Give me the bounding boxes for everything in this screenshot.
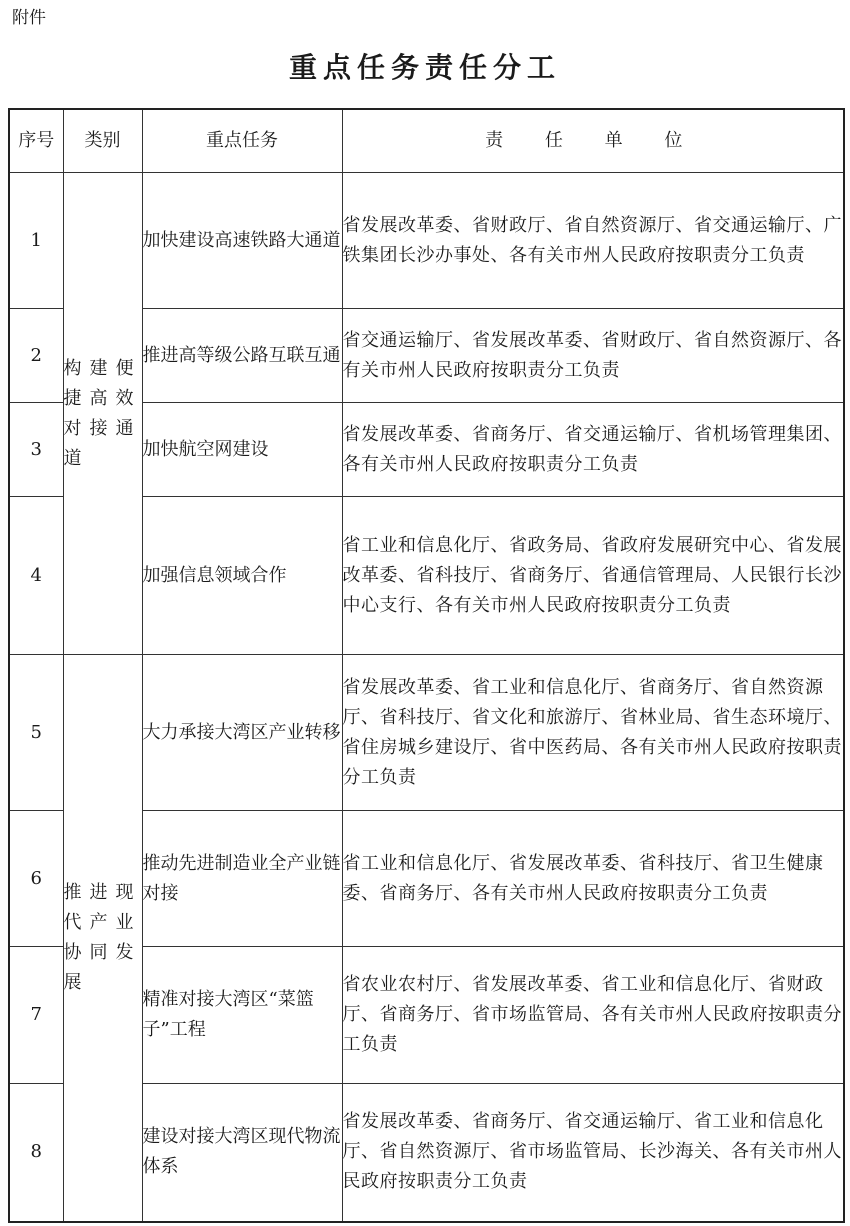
- task-cell: 精准对接大湾区“菜篮子”工程: [142, 947, 342, 1084]
- table-row: [9, 655, 844, 811]
- row-number: 2: [9, 309, 63, 403]
- row-number: 5: [9, 655, 63, 811]
- page-title: 重点任务责任分工: [288, 51, 561, 84]
- row-number: 3: [9, 403, 63, 497]
- units-cell: 省发展改革委、省工业和信息化厅、省商务厅、省自然资源厅、省科技厅、省文化和旅游厅、省林业局、省生态环境厅、省住房城乡建设厅、省中医药局、各有关市州人民政府按职责分工负责: [342, 655, 844, 811]
- attachment-label: 附件: [12, 8, 46, 28]
- row-number: 8: [9, 1084, 63, 1222]
- responsibility-table: [8, 108, 845, 1223]
- units-cell: 省发展改革委、省商务厅、省交通运输厅、省机场管理集团、各有关市州人民政府按职责分工负责: [342, 403, 844, 497]
- table-header-row: [9, 109, 844, 173]
- row-number: 7: [9, 947, 63, 1084]
- row-number: 6: [9, 811, 63, 947]
- units-cell: 省发展改革委、省财政厅、省自然资源厅、省交通运输厅、广铁集团长沙办事处、各有关市州人民政府按职责分工负责: [342, 173, 844, 309]
- task-cell: 加快航空网建设: [142, 403, 342, 497]
- task-cell: 推动先进制造业全产业链对接: [142, 811, 342, 947]
- task-cell: 建设对接大湾区现代物流体系: [142, 1084, 342, 1222]
- task-cell: 推进高等级公路互联互通: [142, 309, 342, 403]
- task-cell: 加快建设高速铁路大通道: [142, 173, 342, 309]
- task-cell: 加强信息领域合作: [142, 497, 342, 655]
- category-text: 推进现代产业协同发展: [63, 881, 142, 993]
- category-text: 构建便捷高效对接通道: [63, 357, 142, 469]
- column-header-category: 类别: [63, 109, 142, 173]
- units-cell: 省农业农村厅、省发展改革委、省工业和信息化厅、省财政厅、省商务厅、省市场监管局、各有关市州人民政府按职责分工负责: [342, 947, 844, 1084]
- units-cell: 省交通运输厅、省发展改革委、省财政厅、省自然资源厅、各有关市州人民政府按职责分工负责: [342, 309, 844, 403]
- row-number: 1: [9, 173, 63, 309]
- units-cell: 省工业和信息化厅、省发展改革委、省科技厅、省卫生健康委、省商务厅、各有关市州人民政府按职责分工负责: [342, 811, 844, 947]
- column-header-units: 责 任 单 位: [342, 109, 844, 173]
- column-header-seq: 序号: [9, 109, 63, 173]
- column-header-task: 重点任务: [142, 109, 342, 173]
- category-cell: [63, 173, 142, 655]
- units-cell: 省工业和信息化厅、省政务局、省政府发展研究中心、省发展改革委、省科技厅、省商务厅、省通信管理局、人民银行长沙中心支行、各有关市州人民政府按职责分工负责: [342, 497, 844, 655]
- units-cell: 省发展改革委、省商务厅、省交通运输厅、省工业和信息化厅、省自然资源厅、省市场监管局、长沙海关、各有关市州人民政府按职责分工负责: [342, 1084, 844, 1222]
- row-number: 4: [9, 497, 63, 655]
- task-cell: 大力承接大湾区产业转移: [142, 655, 342, 811]
- table-row: [9, 173, 844, 309]
- category-cell: [63, 655, 142, 1222]
